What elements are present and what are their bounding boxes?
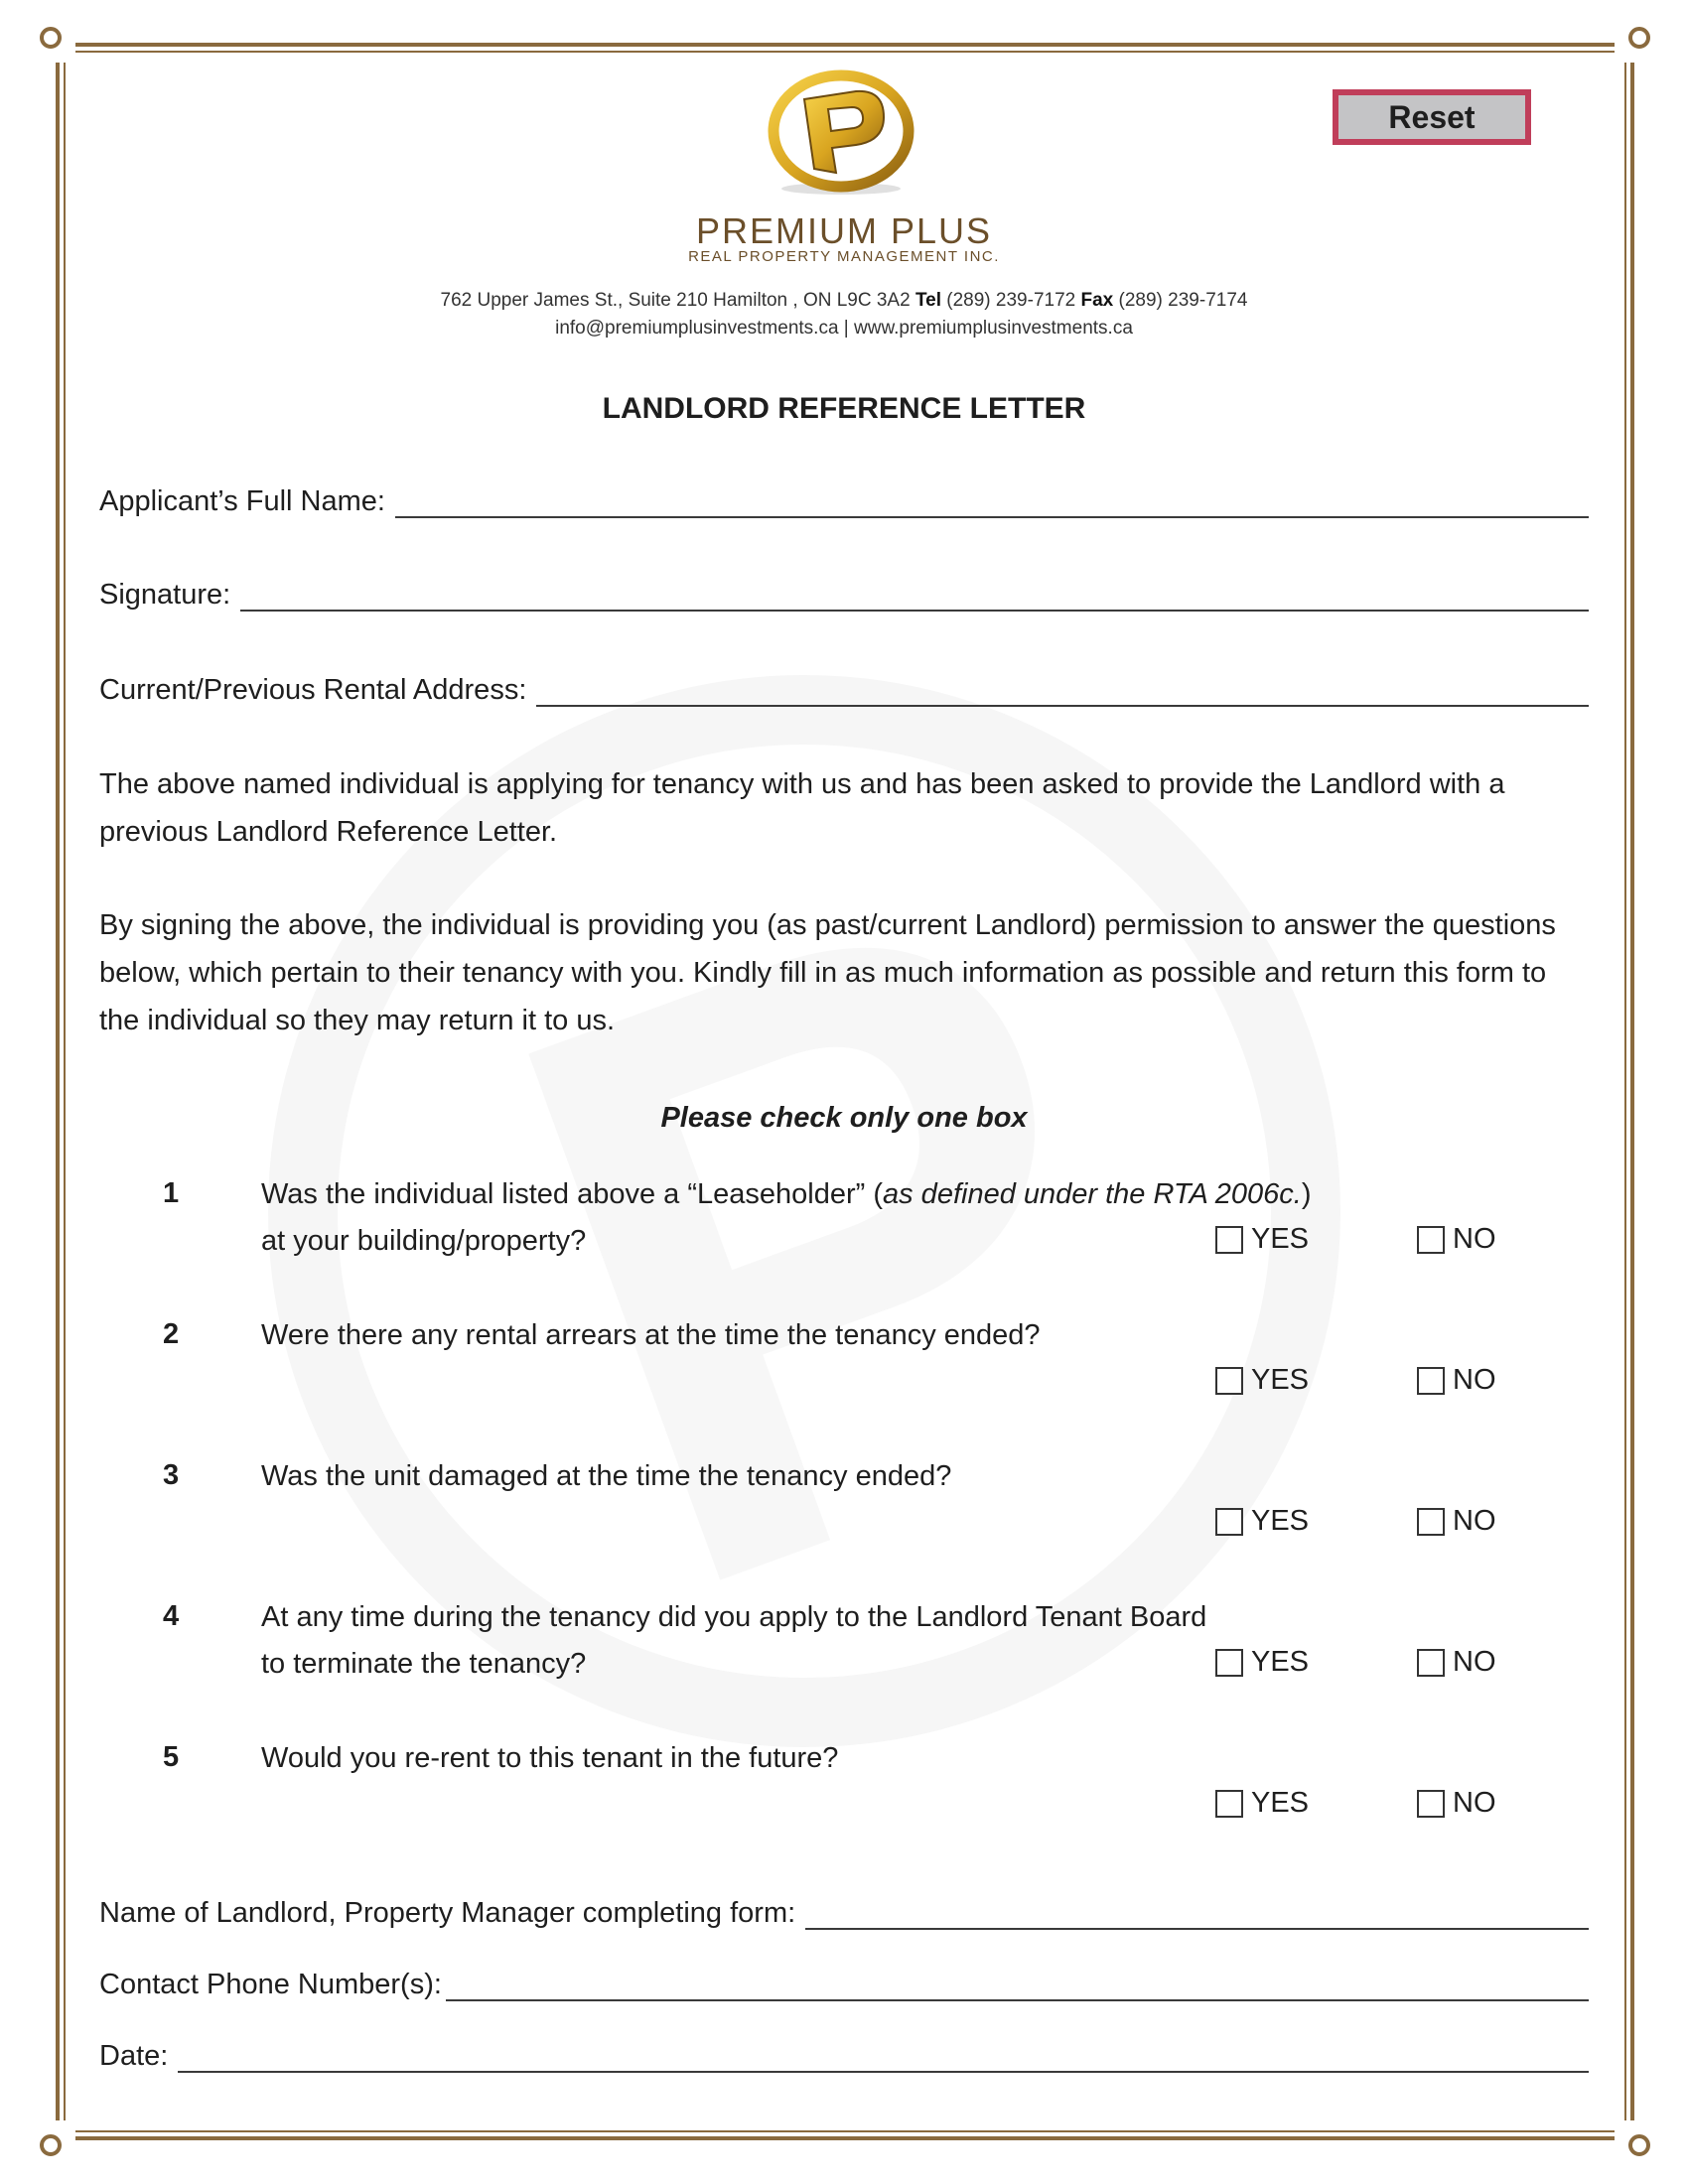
permission-paragraph: By signing the above, the individual is providing you (as past/current Landlord) permission to answer the questions below, which pertain to their tenancy with you. Kindly fill in as much information as possible and return this form to the individual so they may return it to us. xyxy=(99,909,1556,1036)
border-corner-top-left xyxy=(50,37,75,63)
question-text: Were there any rental arrears at the time the tenancy ended? xyxy=(261,1319,1041,1351)
border-corner-bottom-left xyxy=(50,2120,75,2146)
question-text-italic: as defined under the RTA 2006c. xyxy=(883,1178,1302,1210)
contact-address-line xyxy=(0,290,1688,312)
question-text-line2: to terminate the tenancy? xyxy=(261,1648,587,1680)
question-number: 2 xyxy=(163,1318,180,1350)
q5-yes-checkbox[interactable] xyxy=(1215,1790,1243,1818)
q1-no-option[interactable] xyxy=(1417,1223,1496,1256)
border-corner-bottom-right xyxy=(1615,2120,1640,2146)
tel-label: Tel xyxy=(914,290,941,311)
no-label: NO xyxy=(1453,1223,1496,1255)
q2-yes-checkbox[interactable] xyxy=(1215,1367,1243,1395)
page-title: LANDLORD REFERENCE LETTER xyxy=(602,392,1086,425)
no-label: NO xyxy=(1453,1364,1496,1396)
yes-label: YES xyxy=(1251,1364,1310,1396)
q3-yes-option[interactable] xyxy=(1215,1505,1309,1538)
contact-phone-input[interactable] xyxy=(446,1972,1589,2001)
q1-no-checkbox[interactable] xyxy=(1417,1226,1445,1254)
brand-subtitle: REAL PROPERTY MANAGEMENT INC. xyxy=(688,248,1000,265)
date-label: Date: xyxy=(99,2040,169,2072)
q5-no-option[interactable] xyxy=(1417,1787,1496,1820)
rental-address-field xyxy=(99,667,1589,707)
q5-yes-option[interactable] xyxy=(1215,1787,1309,1820)
website-link[interactable]: www.premiumplusinvestments.ca xyxy=(854,318,1133,339)
q2-no-option[interactable] xyxy=(1417,1364,1496,1397)
landlord-name-label: Name of Landlord, Property Manager completing form: xyxy=(99,1897,796,1929)
yes-label: YES xyxy=(1251,1646,1310,1678)
question-number: 3 xyxy=(163,1459,180,1491)
rental-address-label: Current/Previous Rental Address: xyxy=(99,674,527,706)
instruction-text: Please check only one box xyxy=(660,1102,1028,1134)
q2-yes-option[interactable] xyxy=(1215,1364,1309,1397)
applicant-name-field xyxy=(99,478,1589,518)
q4-no-option[interactable] xyxy=(1417,1646,1496,1679)
q4-no-checkbox[interactable] xyxy=(1417,1649,1445,1677)
border-corner-top-right xyxy=(1615,37,1640,63)
q1-yes-option[interactable] xyxy=(1215,1223,1309,1256)
fax-label: Fax xyxy=(1080,290,1114,311)
intro-paragraph: The above named individual is applying for tenancy with us and has been asked to provide the Landlord with a previous Landlord Reference Letter. xyxy=(99,768,1505,848)
signature-input[interactable] xyxy=(240,582,1589,612)
date-field xyxy=(99,2033,1589,2073)
contact-phone-label: Contact Phone Number(s): xyxy=(99,1969,442,2000)
contact-web-line xyxy=(0,318,1688,340)
tel-number: (289) 239-7172 xyxy=(946,290,1076,311)
q3-yes-checkbox[interactable] xyxy=(1215,1508,1243,1536)
question-text: Was the unit damaged at the time the tenancy ended? xyxy=(261,1460,952,1492)
q3-no-option[interactable] xyxy=(1417,1505,1496,1538)
yes-label: YES xyxy=(1251,1787,1310,1819)
no-label: NO xyxy=(1453,1505,1496,1537)
separator: | xyxy=(843,318,849,339)
yes-label: YES xyxy=(1251,1223,1310,1255)
q1-yes-checkbox[interactable] xyxy=(1215,1226,1243,1254)
rental-address-input[interactable] xyxy=(536,677,1589,707)
question-text: Would you re-rent to this tenant in the future? xyxy=(261,1742,839,1774)
contact-phone-field xyxy=(99,1962,1589,2001)
applicant-name-label: Applicant’s Full Name: xyxy=(99,485,385,517)
date-input[interactable] xyxy=(178,2043,1589,2073)
no-label: NO xyxy=(1453,1646,1496,1678)
q4-yes-checkbox[interactable] xyxy=(1215,1649,1243,1677)
landlord-name-input[interactable] xyxy=(805,1900,1589,1930)
signature-field xyxy=(99,572,1589,612)
q5-no-checkbox[interactable] xyxy=(1417,1790,1445,1818)
company-logo-icon xyxy=(767,69,915,199)
question-text-end: ) xyxy=(1301,1178,1312,1210)
landlord-name-field xyxy=(99,1890,1589,1930)
question-number: 5 xyxy=(163,1741,180,1773)
q2-no-checkbox[interactable] xyxy=(1417,1367,1445,1395)
fax-number: (289) 239-7174 xyxy=(1118,290,1248,311)
signature-label: Signature: xyxy=(99,579,231,611)
yes-label: YES xyxy=(1251,1505,1310,1537)
question-text-line2: at your building/property? xyxy=(261,1225,587,1257)
reset-button[interactable]: Reset xyxy=(1333,89,1531,145)
question-text-line1: At any time during the tenancy did you apply to the Landlord Tenant Board xyxy=(261,1601,1207,1633)
no-label: NO xyxy=(1453,1787,1496,1819)
applicant-name-input[interactable] xyxy=(395,488,1589,518)
email-link[interactable]: info@premiumplusinvestments.ca xyxy=(555,318,839,339)
question-number: 1 xyxy=(163,1177,180,1209)
brand-name: PREMIUM PLUS xyxy=(695,210,993,251)
question-number: 4 xyxy=(163,1600,180,1632)
q4-yes-option[interactable] xyxy=(1215,1646,1309,1679)
q3-no-checkbox[interactable] xyxy=(1417,1508,1445,1536)
question-text-line1: Was the individual listed above a “Leaseholder” ( xyxy=(261,1178,883,1210)
address: 762 Upper James St., Suite 210 Hamilton , ON L9C 3A2 xyxy=(440,290,911,311)
